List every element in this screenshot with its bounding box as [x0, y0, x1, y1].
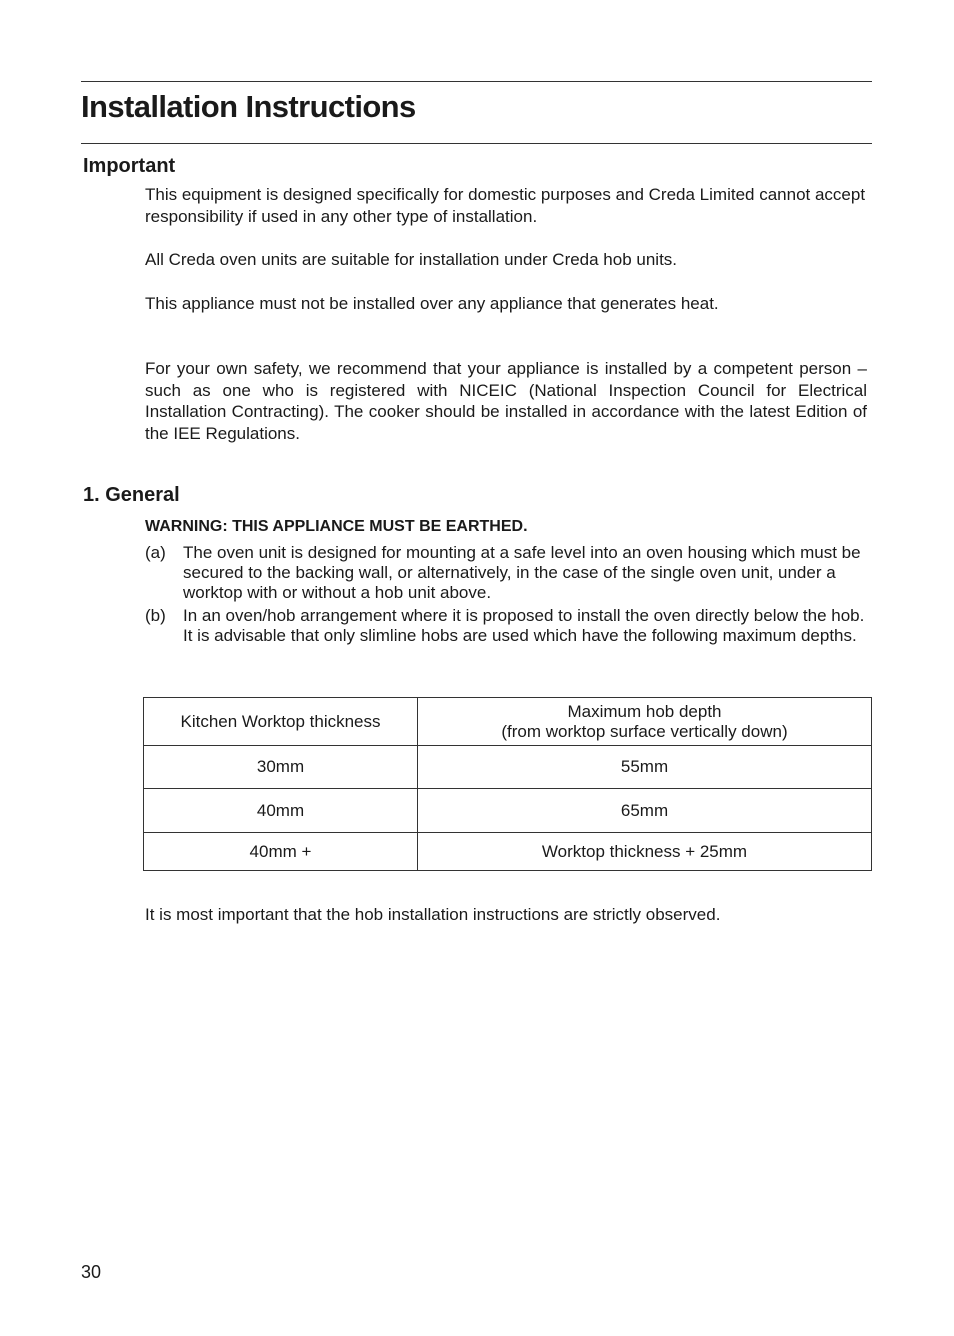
- important-paragraph-3: This appliance must not be installed over any appliance that generates heat.: [145, 294, 719, 313]
- important-heading: Important: [83, 155, 176, 177]
- table-cell: 30mm: [144, 746, 418, 789]
- safety-paragraph: For your own safety, we recommend that your appliance is installed by a competent person – such as one who is registered with NICEIC (National Inspection Council for Electrical Installation Contracting). The cooker should be installed in accordance with the latest Edition of the IEE Regulations.: [145, 359, 867, 443]
- header-line-2: (from worktop surface vertically down): [501, 721, 788, 741]
- list-item-b: [145, 606, 870, 646]
- general-heading: 1. General: [83, 484, 180, 506]
- hob-instructions-note: It is most important that the hob installation instructions are strictly observed.: [145, 905, 721, 924]
- list-marker: (a): [145, 543, 166, 562]
- title-rule: [81, 143, 872, 144]
- table-row: [144, 746, 872, 789]
- table-header-row: [144, 698, 872, 746]
- list-marker: (b): [145, 606, 166, 625]
- earth-warning: WARNING: THIS APPLIANCE MUST BE EARTHED.: [145, 518, 528, 535]
- header-cell-hob-depth: [418, 698, 872, 746]
- table-cell: 65mm: [418, 789, 872, 833]
- hob-depth-table: [143, 697, 872, 871]
- header-cell-worktop: Kitchen Worktop thickness: [144, 698, 418, 746]
- table-row: [144, 789, 872, 833]
- table-cell: Worktop thickness + 25mm: [418, 833, 872, 871]
- table-row: [144, 833, 872, 871]
- page-number: 30: [81, 1262, 102, 1282]
- page-title: Installation Instructions: [81, 89, 416, 124]
- header-line-1: Maximum hob depth: [567, 701, 722, 721]
- table-cell: 55mm: [418, 746, 872, 789]
- list-item-text: The oven unit is designed for mounting at a safe level into an oven housing which must be secured to the backing wall, or alternatively, in the case of the single oven unit, under a worktop with or without a hob unit above.: [183, 543, 861, 602]
- table-cell: 40mm +: [144, 833, 418, 871]
- important-paragraph-2: All Creda oven units are suitable for installation under Creda hob units.: [145, 250, 678, 269]
- top-rule: [81, 81, 872, 82]
- table-cell: 40mm: [144, 789, 418, 833]
- list-item-a: [145, 543, 870, 603]
- list-item-text: In an oven/hob arrangement where it is proposed to install the oven directly below the hob. It is advisable that only slimline hobs are used which have the following maximum depths.: [183, 606, 865, 645]
- important-paragraph-1: This equipment is designed specifically for domestic purposes and Creda Limited cannot accept responsibility if used in any other type of installation.: [145, 185, 866, 226]
